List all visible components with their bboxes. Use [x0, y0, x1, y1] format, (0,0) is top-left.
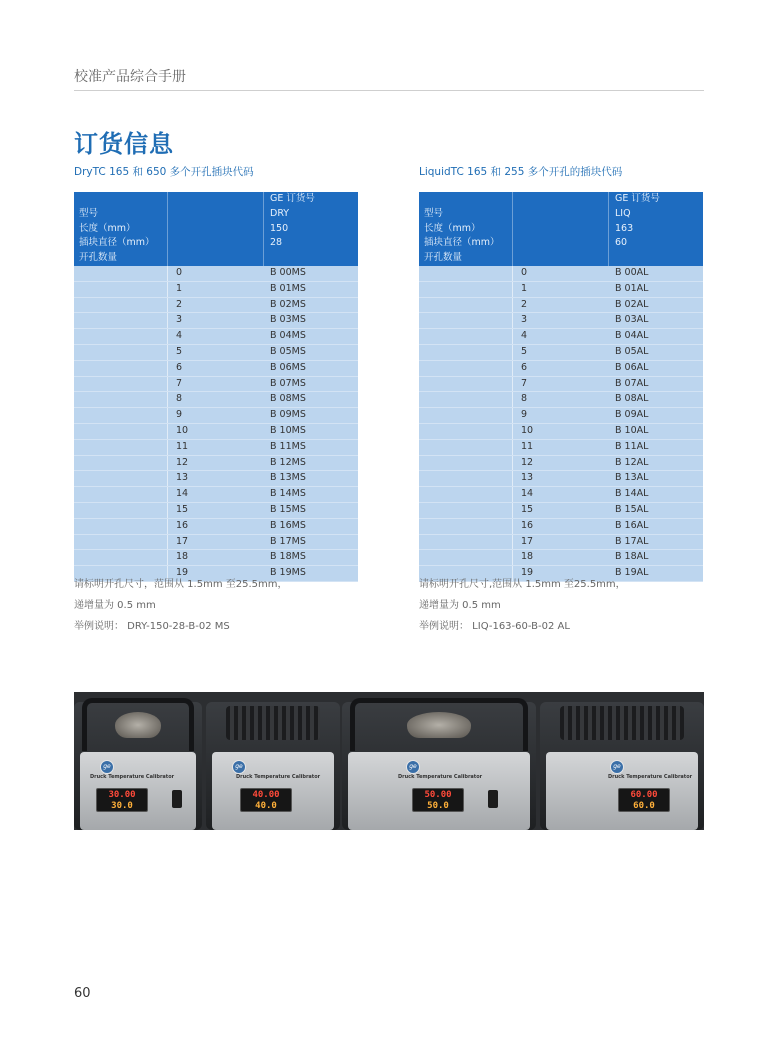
order-code-cell: B 10MS [270, 424, 306, 436]
order-code-cell: B 08AL [615, 393, 649, 405]
table-row [74, 456, 358, 472]
blank-cell [74, 266, 168, 281]
dry-table-subtitle: DryTC 165 和 650 多个开孔插块代码 [74, 166, 254, 178]
blank-cell [419, 298, 513, 313]
header-cell [168, 251, 264, 266]
hole-count-cell: 14 [176, 488, 189, 500]
table-row [74, 329, 358, 345]
hole-count-cell: 14 [521, 488, 534, 500]
order-code-cell: B 02MS [270, 298, 306, 310]
blank-cell [419, 408, 513, 423]
calibrator-brand: Druck Temperature Calibrator [398, 774, 483, 780]
hole-count-cell: 7 [176, 377, 183, 389]
hole-count-cell: 2 [176, 298, 183, 310]
order-code-cell: B 11AL [615, 440, 649, 452]
order-code-cell: B 12AL [615, 456, 649, 468]
order-code-cell: B 03MS [270, 314, 306, 326]
header-cell [513, 222, 609, 237]
table-row [419, 424, 703, 440]
order-code-cell: B 02AL [615, 298, 649, 310]
hole-count-cell: 16 [521, 519, 534, 531]
power-switch-icon [172, 790, 182, 808]
hole-count-cell: 3 [521, 314, 528, 326]
blank-cell [419, 266, 513, 281]
hole-count-cell: 18 [176, 551, 189, 563]
blank-cell [74, 345, 168, 360]
order-code-cell: B 13AL [615, 472, 649, 484]
table-row [74, 377, 358, 393]
order-code-cell: B 07AL [615, 377, 649, 389]
header-cell: 开孔数量 [419, 251, 513, 266]
order-code-cell: B 16AL [615, 519, 649, 531]
blank-cell [74, 377, 168, 392]
temperature-display [618, 788, 670, 812]
blank-cell [419, 377, 513, 392]
dry-note-example: 举例说明： DRY-150-28-B-02 MS [74, 621, 230, 632]
blank-cell [74, 519, 168, 534]
order-code-cell: B 17MS [270, 535, 306, 547]
actual-readout: 40.0 [255, 801, 277, 811]
hole-count-cell: 16 [176, 519, 189, 531]
hole-count-cell: 5 [176, 345, 183, 357]
order-code-cell: B 13MS [270, 472, 306, 484]
hole-count-cell: 15 [176, 503, 189, 515]
ge-logo-icon: ge [610, 760, 624, 774]
order-code-cell: B 09MS [270, 409, 306, 421]
header-cell [513, 207, 609, 222]
actual-readout: 50.0 [427, 801, 449, 811]
blank-cell [419, 424, 513, 439]
header-cell [74, 192, 168, 207]
header-cell: 163 [615, 222, 634, 234]
order-code-cell: B 05MS [270, 345, 306, 357]
order-code-cell: B 14MS [270, 488, 306, 500]
table-header [74, 192, 358, 266]
blank-cell [419, 282, 513, 297]
header-cell: 28 [270, 237, 283, 249]
header-divider [74, 90, 704, 91]
order-code-cell: B 05AL [615, 345, 649, 357]
order-code-cell: B 06AL [615, 361, 649, 373]
table-header-row [419, 192, 703, 207]
hole-count-cell: 10 [521, 424, 534, 436]
table-row [419, 519, 703, 535]
blank-cell [74, 440, 168, 455]
header-cell: 开孔数量 [74, 251, 168, 266]
hole-count-cell: 19 [176, 567, 189, 579]
blank-cell [419, 519, 513, 534]
blank-cell [74, 282, 168, 297]
blank-cell [419, 456, 513, 471]
table-row [74, 266, 358, 282]
calibrator-photo [74, 692, 704, 830]
table-row [419, 471, 703, 487]
table-header-row [74, 236, 358, 251]
order-code-cell: B 03AL [615, 314, 649, 326]
order-code-cell: B 11MS [270, 440, 306, 452]
liquid-note-line: 请标明开孔尺寸,范围从 1.5mm 至25.5mm， [419, 579, 626, 590]
blank-cell [74, 298, 168, 313]
actual-readout: 60.0 [633, 801, 655, 811]
calibrator-unit [74, 692, 202, 830]
table-row [419, 392, 703, 408]
ge-logo-icon: ge [406, 760, 420, 774]
table-row [74, 519, 358, 535]
table-row [419, 361, 703, 377]
table-header [419, 192, 703, 266]
table-row [74, 298, 358, 314]
table-header-row [74, 207, 358, 222]
hole-count-cell: 15 [521, 503, 534, 515]
liquid-note-line: 递增量为 0.5 mm [419, 600, 501, 611]
header-cell [168, 192, 264, 207]
liquid-order-table [419, 192, 703, 582]
order-code-cell: B 06MS [270, 361, 306, 373]
blank-cell [74, 503, 168, 518]
header-cell [168, 236, 264, 251]
setpoint-readout: 40.00 [252, 790, 280, 800]
table-row [74, 313, 358, 329]
calibrator-brand: Druck Temperature Calibrator [236, 774, 321, 780]
table-row [74, 440, 358, 456]
order-code-cell: B 15AL [615, 503, 649, 515]
power-switch-icon [488, 790, 498, 808]
order-code-cell: B 15MS [270, 503, 306, 515]
table-row [74, 282, 358, 298]
table-row [74, 424, 358, 440]
order-code-cell: B 07MS [270, 377, 306, 389]
header-cell: 150 [270, 222, 289, 234]
table-row [419, 329, 703, 345]
header-cell: 型号 [419, 207, 513, 222]
hole-count-cell: 9 [176, 409, 183, 421]
table-row [419, 266, 703, 282]
blank-cell [419, 329, 513, 344]
blank-cell [419, 550, 513, 565]
table-header-row [419, 222, 703, 237]
ge-logo-icon: ge [100, 760, 114, 774]
blank-cell [74, 456, 168, 471]
blank-cell [74, 550, 168, 565]
hole-count-cell: 13 [521, 472, 534, 484]
hole-count-cell: 12 [521, 456, 534, 468]
order-code-cell: B 00AL [615, 266, 649, 278]
table-row [419, 550, 703, 566]
table-body [419, 266, 703, 582]
table-row [419, 345, 703, 361]
header-cell: GE 订货号 [270, 193, 315, 204]
table-row [74, 361, 358, 377]
header-cell: LIQ [615, 207, 631, 219]
table-header-row [419, 207, 703, 222]
setpoint-readout: 50.00 [424, 790, 452, 800]
blank-cell [74, 471, 168, 486]
blank-cell [74, 424, 168, 439]
header-cell: 长度（mm） [419, 222, 513, 237]
header-cell [264, 251, 358, 266]
blank-cell [419, 345, 513, 360]
temperature-display [412, 788, 464, 812]
blank-cell [419, 535, 513, 550]
table-row [419, 377, 703, 393]
blank-cell [74, 313, 168, 328]
header-cell [168, 222, 264, 237]
table-row [74, 392, 358, 408]
dry-note-line: 请标明开孔尺寸，范围从 1.5mm 至25.5mm， [74, 579, 288, 590]
hole-count-cell: 4 [521, 330, 528, 342]
temperature-display [96, 788, 148, 812]
header-cell: GE 订货号 [615, 193, 660, 204]
order-code-cell: B 19AL [615, 567, 649, 579]
blank-cell [74, 487, 168, 502]
hole-count-cell: 8 [176, 393, 183, 405]
header-cell: 60 [615, 237, 628, 249]
hole-count-cell: 7 [521, 377, 528, 389]
hole-count-cell: 8 [521, 393, 528, 405]
order-code-cell: B 14AL [615, 488, 649, 500]
dry-note-line: 递增量为 0.5 mm [74, 600, 156, 611]
table-row [74, 408, 358, 424]
blank-cell [419, 487, 513, 502]
hole-count-cell: 17 [176, 535, 189, 547]
order-code-cell: B 00MS [270, 266, 306, 278]
order-code-cell: B 19MS [270, 567, 306, 579]
hole-count-cell: 1 [521, 282, 528, 294]
actual-readout: 30.0 [111, 801, 133, 811]
order-code-cell: B 10AL [615, 424, 649, 436]
header-title: 校准产品综合手册 [74, 69, 186, 85]
setpoint-readout: 30.00 [108, 790, 136, 800]
calibrator-brand: Druck Temperature Calibrator [90, 774, 175, 780]
table-row [419, 456, 703, 472]
table-header-row [419, 236, 703, 251]
order-code-cell: B 08MS [270, 393, 306, 405]
blank-cell [419, 361, 513, 376]
hole-count-cell: 11 [176, 440, 189, 452]
blank-cell [74, 535, 168, 550]
hole-count-cell: 13 [176, 472, 189, 484]
header-cell [609, 251, 703, 266]
ge-logo-icon: ge [232, 760, 246, 774]
calibrator-unit [206, 692, 340, 830]
table-row [419, 282, 703, 298]
order-code-cell: B 17AL [615, 535, 649, 547]
hole-count-cell: 11 [521, 440, 534, 452]
hole-count-cell: 19 [521, 567, 534, 579]
order-code-cell: B 04AL [615, 330, 649, 342]
hole-count-cell: 1 [176, 282, 183, 294]
header-cell [513, 251, 609, 266]
hole-count-cell: 5 [521, 345, 528, 357]
order-code-cell: B 18MS [270, 551, 306, 563]
temperature-display [240, 788, 292, 812]
table-header-row [74, 251, 358, 266]
dry-order-table [74, 192, 358, 582]
dry-notes [74, 574, 288, 637]
hole-count-cell: 10 [176, 424, 189, 436]
hole-count-cell: 6 [176, 361, 183, 373]
calibrator-brand: Druck Temperature Calibrator [608, 774, 693, 780]
order-code-cell: B 09AL [615, 409, 649, 421]
table-row [419, 298, 703, 314]
table-header-row [74, 222, 358, 237]
header-cell: 插块直径（mm） [419, 236, 513, 251]
order-code-cell: B 12MS [270, 456, 306, 468]
page-number: 60 [74, 986, 91, 1001]
table-row [74, 487, 358, 503]
header-cell: 型号 [74, 207, 168, 222]
calibrator-unit [342, 692, 536, 830]
table-row [419, 408, 703, 424]
order-code-cell: B 01MS [270, 282, 306, 294]
order-code-cell: B 16MS [270, 519, 306, 531]
liquid-note-example: 举例说明： LIQ-163-60-B-02 AL [419, 621, 570, 632]
table-row [74, 503, 358, 519]
table-body [74, 266, 358, 582]
header-cell [168, 207, 264, 222]
blank-cell [419, 440, 513, 455]
hole-count-cell: 3 [176, 314, 183, 326]
section-title: 订货信息 [74, 130, 174, 158]
blank-cell [74, 329, 168, 344]
header-cell [419, 192, 513, 207]
hole-count-cell: 17 [521, 535, 534, 547]
table-row [419, 487, 703, 503]
table-row [74, 471, 358, 487]
header-cell [513, 192, 609, 207]
liquid-notes [419, 574, 626, 637]
table-row [74, 345, 358, 361]
order-code-cell: B 01AL [615, 282, 649, 294]
table-row [419, 535, 703, 551]
blank-cell [74, 361, 168, 376]
table-row [74, 550, 358, 566]
blank-cell [74, 408, 168, 423]
liquid-table-subtitle: LiquidTC 165 和 255 多个开孔的插块代码 [419, 166, 623, 178]
header-cell: 插块直径（mm） [74, 236, 168, 251]
table-header-row [419, 251, 703, 266]
hole-count-cell: 0 [521, 266, 528, 278]
order-code-cell: B 04MS [270, 330, 306, 342]
calibrator-unit [540, 692, 704, 830]
blank-cell [419, 471, 513, 486]
hole-count-cell: 2 [521, 298, 528, 310]
hole-count-cell: 4 [176, 330, 183, 342]
hole-count-cell: 9 [521, 409, 528, 421]
header-cell: DRY [270, 207, 290, 219]
blank-cell [74, 392, 168, 407]
table-row [419, 503, 703, 519]
hole-count-cell: 6 [521, 361, 528, 373]
table-row [419, 313, 703, 329]
header-cell [513, 236, 609, 251]
table-row [74, 535, 358, 551]
blank-cell [419, 503, 513, 518]
hole-count-cell: 12 [176, 456, 189, 468]
setpoint-readout: 60.00 [630, 790, 658, 800]
hole-count-cell: 0 [176, 266, 183, 278]
table-header-row [74, 192, 358, 207]
blank-cell [419, 392, 513, 407]
header-cell: 长度（mm） [74, 222, 168, 237]
table-row [419, 440, 703, 456]
order-code-cell: B 18AL [615, 551, 649, 563]
hole-count-cell: 18 [521, 551, 534, 563]
blank-cell [419, 313, 513, 328]
